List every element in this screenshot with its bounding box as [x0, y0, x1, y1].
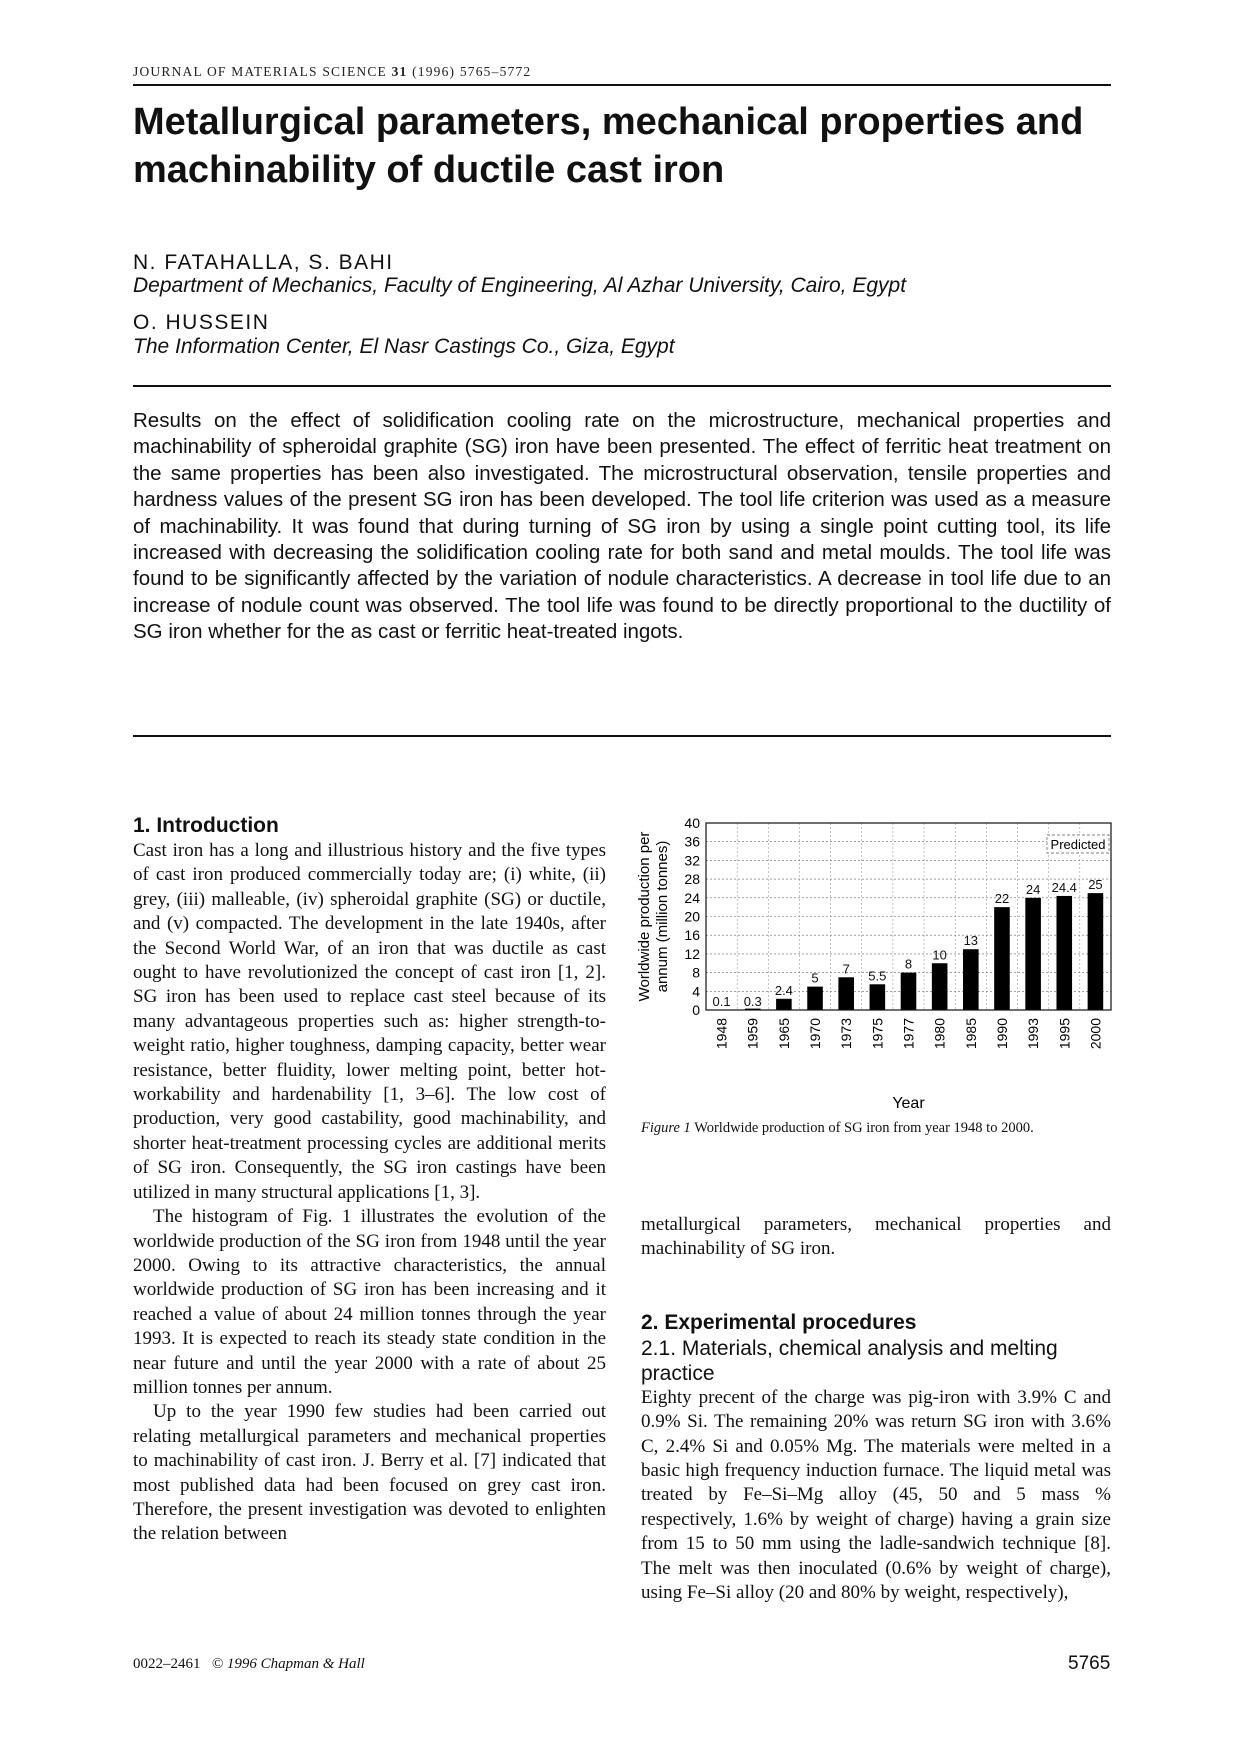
bar: [1025, 898, 1041, 1010]
x-axis-label: Year: [892, 1095, 925, 1112]
intro-heading: 1. Introduction: [133, 814, 279, 837]
predicted-annotation: Predicted: [1050, 837, 1106, 852]
bar: [807, 987, 823, 1010]
bar: [838, 977, 854, 1010]
x-tick-label: 1959: [744, 1018, 761, 1050]
bar-value-label: 2.4: [774, 982, 793, 998]
author-affiliation-1: Department of Mechanics, Faculty of Engineering, Al Azhar University, Cairo, Egypt: [133, 274, 907, 297]
x-tick-label: 1970: [807, 1018, 824, 1050]
y-tick-label: 20: [684, 908, 700, 925]
x-tick-label: 1993: [1025, 1018, 1042, 1050]
bar-value-label: 5.5: [868, 968, 887, 984]
author-names-2: O. HUSSEIN: [133, 311, 270, 334]
bar-value-label: 0.3: [743, 994, 762, 1009]
x-tick-label: 1965: [775, 1018, 792, 1050]
production-chart: [636, 812, 1116, 1112]
experimental-heading: 2. Experimental procedures: [641, 1310, 917, 1334]
bar: [994, 907, 1010, 1010]
bar-value-label: 24.4: [1051, 879, 1077, 895]
journal-name: JOURNAL OF MATERIALS SCIENCE: [133, 64, 387, 79]
bar-value-label: 5: [811, 970, 819, 986]
author-names-1: N. FATAHALLA, S. BAHI: [133, 251, 394, 274]
y-tick-label: 0: [692, 1002, 700, 1018]
journal-volume: 31: [391, 64, 408, 79]
bar: [776, 999, 792, 1010]
copyright: © 1996 Chapman & Hall: [211, 1656, 365, 1672]
bar: [870, 984, 886, 1010]
continuation-text: metallurgical parameters, mechanical properties and machinability of SG iron.: [641, 1214, 1111, 1260]
bar-value-label: 25: [1088, 877, 1103, 893]
right-column: [641, 1213, 1111, 1605]
bar-value-label: 13: [963, 933, 979, 949]
header-rule: [133, 84, 1111, 86]
bar: [1056, 896, 1072, 1010]
x-tick-label: 1990: [993, 1018, 1010, 1050]
y-tick-label: 28: [684, 871, 700, 888]
footer-citation: [133, 1656, 365, 1673]
bar-value-label: 24: [1025, 881, 1041, 897]
bar: [1088, 893, 1104, 1010]
y-tick-label: 36: [684, 833, 700, 850]
bar-value-label: 22: [994, 891, 1010, 907]
x-tick-label: 1975: [869, 1018, 886, 1050]
y-tick-label: 40: [684, 815, 700, 831]
bar-value-label: 7: [842, 961, 850, 977]
bar: [932, 963, 948, 1010]
y-tick-label: 4: [692, 983, 700, 1000]
y-axis-label-line2: annum (million tonnes): [654, 840, 671, 993]
x-tick-label: 1980: [931, 1018, 948, 1050]
materials-subheading: 2.1. Materials, chemical analysis and melting practice: [641, 1336, 1058, 1385]
y-tick-label: 16: [684, 927, 700, 944]
bar: [901, 973, 917, 1010]
abstract-bottom-rule: [133, 735, 1111, 737]
x-tick-label: 1985: [962, 1018, 979, 1050]
bar: [963, 949, 979, 1010]
bar-value-label: 0.1: [712, 994, 731, 1009]
x-tick-label: 1948: [713, 1018, 730, 1050]
bar-value-label: 10: [932, 947, 947, 963]
x-tick-label: 1995: [1056, 1018, 1073, 1050]
y-tick-label: 32: [684, 852, 700, 869]
figure-caption-text: Worldwide production of SG iron from year 1948 to 2000.: [694, 1120, 1034, 1136]
paper-title: Metallurgical parameters, mechanical properties and machinability of ductile cast iron: [133, 101, 1084, 191]
x-tick-label: 1977: [900, 1018, 917, 1050]
figure-label: Figure 1: [641, 1120, 691, 1136]
x-tick-label: 1973: [838, 1018, 855, 1050]
left-column: [133, 813, 606, 1547]
abstract-top-rule: [133, 385, 1111, 387]
issn: 0022–2461: [133, 1656, 201, 1672]
y-tick-label: 24: [684, 889, 700, 906]
intro-paragraph-2: The histogram of Fig. 1 illustrates the evolution of the worldwide production of the SG iron from 1948 until the year 2000. Owing to its attractive characteristics, the annual worldwide production of SG iron has been increasing and it reached a value of about 24 million tonnes through the year 1993. It is expected to reach its steady state condition in the near future and until the year 2000 with a rate of about 25 million tonnes per annum.: [133, 1206, 606, 1398]
y-axis-label-line1: Worldwide production per: [636, 831, 653, 1002]
author-affiliation-2: The Information Center, El Nasr Castings Co., Giza, Egypt: [133, 335, 675, 358]
page-number: 5765: [1068, 1653, 1111, 1674]
intro-paragraph-3: Up to the year 1990 few studies had been carried out relating metallurgical parameters and mechanical properties to machinability of cast iron. J. Berry et al. [7] indicated that most published data had been focused on grey cast iron. Therefore, the present investigation was devoted to enlighten the relation between: [133, 1401, 606, 1545]
figure-caption: [641, 1120, 1111, 1137]
abstract: Results on the effect of solidification cooling rate on the microstructure, mechanical properties and machinability of spheroidal graphite (SG) iron have been presented. The effect of ferritic heat treatment on the same properties has been also investigated. The microstructural observation, tensile properties and hardness values of the present SG iron has been developed. The tool life criterion was used as a measure of machinability. It was found that during turning of SG iron by using a single point cutting tool, its life increased with decreasing the solidification cooling rate for both sand and metal moulds. The tool life was found to be significantly affected by the variation of nodule characteristics. A decrease in tool life due to an increase of nodule count was observed. The tool life was found to be directly proportional to the ductility of SG iron whether for the as cast or ferritic heat-treated ingots.: [133, 409, 1111, 644]
intro-paragraph-1: Cast iron has a long and illustrious history and the five types of cast iron produced commercially today are; (i) white, (ii) grey, (iii) malleable, (iv) spheroidal graphite (SG) or ductile, and (v) compacted. The development in the late 1940s, after the Second World War, of an iron that was ductile as cast ought to have revolutionized the concept of cast iron [1, 2]. SG iron has been used to replace cast steel because of its many advantageous properties such as: higher strength-to-weight ratio, higher toughness, damping capacity, better wear resistance, better fluidity, lower melting point, better hot-workability and hardenability [1, 3–6]. The low cost of production, very good castability, good machinability, and shorter heat-treatment processing cycles are additional merits of SG iron. Consequently, the SG iron castings have been utilized in many structural applications [1, 3].: [133, 840, 606, 1203]
y-tick-label: 8: [692, 964, 700, 981]
x-tick-label: 2000: [1087, 1018, 1104, 1050]
y-tick-label: 12: [684, 945, 700, 962]
materials-text: Eighty precent of the charge was pig-iron with 3.9% C and 0.9% Si. The remaining 20% was return SG iron with 3.6% C, 2.4% Si and 0.05% Mg. The materials were melted in a basic high frequency induction furnace. The liquid metal was treated by Fe–Si–Mg alloy (45, 50 and 5 mass % respectively, 1.6% by weight of charge) having a grain size from 15 to 50 mm using the ladle-sandwich technique [8]. The melt was then inoculated (0.6% by weight of charge), using Fe–Si alloy (20 and 80% by weight, respectively),: [641, 1386, 1111, 1604]
bar-value-label: 8: [904, 956, 913, 972]
journal-year-pages: (1996) 5765–5772: [412, 64, 532, 79]
journal-header: [133, 64, 531, 80]
